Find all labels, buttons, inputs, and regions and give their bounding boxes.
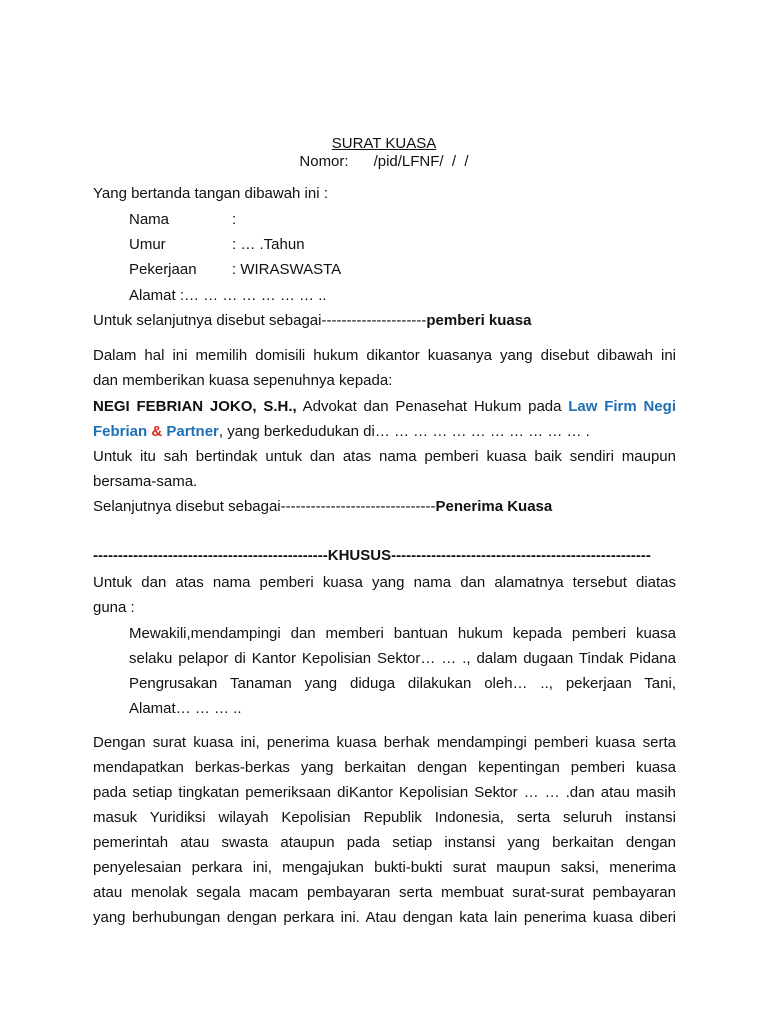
field-pekerjaan-label: Pekerjaan xyxy=(129,261,197,278)
para1-line4 xyxy=(93,420,676,444)
field-nama-value: : xyxy=(232,211,237,228)
para2-indent-line2: selaku pelapor di Kantor Kepolisian Sektor… … ., dalam dugaan Tindak Pidana xyxy=(129,650,676,667)
para2-indent-line3: Pengrusakan Tanaman yang diduga dilakukan oleh… .., pekerjaan Tani, xyxy=(129,675,676,692)
para1-line6: bersama-sama. xyxy=(93,473,198,490)
law-firm-name-part1: Law Firm Negi xyxy=(568,398,676,415)
para3-line3: pada setiap tingkatan pemeriksaan diKantor Kepolisian Sektor … … .dan atau masih xyxy=(93,784,676,801)
para3-line1: Dengan surat kuasa ini, penerima kuasa berhak mendampingi pemberi kuasa serta xyxy=(93,734,676,751)
pemberi-kuasa-term: pemberi kuasa xyxy=(426,312,532,329)
field-nama xyxy=(129,208,676,232)
intro-text: Yang bertanda tangan dibawah ini : xyxy=(93,185,328,202)
document-title: SURAT KUASA xyxy=(331,135,437,152)
para3-line4: masuk Yuridiksi wilayah Kepolisian Republik Indonesia, serta seluruh instansi xyxy=(93,809,676,826)
pemberi-kuasa-line xyxy=(93,309,676,333)
para3-line2: mendapatkan berkas-berkas yang berkaitan dengan kepentingan pemberi kuasa xyxy=(93,759,676,776)
law-firm-name-part2: Febrian xyxy=(93,423,148,440)
para1-line2: dan memberikan kuasa sepenuhnya kepada: xyxy=(93,372,393,389)
field-umur-label: Umur xyxy=(129,236,166,253)
law-firm-name-part3: Partner xyxy=(166,423,219,440)
field-pekerjaan-value: : WIRASWASTA xyxy=(232,261,342,278)
document-number: Nomor: /pid/LFNF/ / / xyxy=(299,153,469,170)
law-firm-location: , yang berkedudukan di… … … … … … … … … … … . xyxy=(218,423,590,440)
law-firm-ampersand: & xyxy=(147,423,167,440)
penerima-kuasa-term: Penerima Kuasa xyxy=(435,498,553,515)
para1-line1: Dalam hal ini memilih domisili hukum dikantor kuasanya yang disebut dibawah ini xyxy=(93,347,676,364)
advokat-text: Advokat dan Penasehat Hukum pada xyxy=(296,398,569,415)
para2-indent-line1: Mewakili,mendampingi dan memberi bantuan hukum kepada pemberi kuasa xyxy=(129,625,676,642)
para3-line7: atau menolak segala macam pembayaran serta membuat surat-surat pembayaran xyxy=(93,884,676,901)
field-pekerjaan xyxy=(129,258,676,282)
penerima-kuasa-text: Selanjutnya disebut sebagai------------------------------- xyxy=(93,498,436,515)
field-umur xyxy=(129,233,676,257)
para1-line3 xyxy=(93,395,676,419)
pemberi-kuasa-text: Untuk selanjutnya disebut sebagai--------------------- xyxy=(93,312,427,329)
advokat-name: NEGI FEBRIAN JOKO, S.H., xyxy=(93,398,297,415)
para2-indent-line4: Alamat… … … .. xyxy=(129,700,242,717)
khusus-separator: -----------------------------------------------KHUSUS---------------------------------------------------- xyxy=(93,547,651,564)
para3-line5: pemerintah atau swasta ataupun pada setiap instansi yang berkaitan dengan xyxy=(93,834,676,851)
para3-line8: yang berhubungan dengan perkara ini. Atau dengan kata lain penerima kuasa diberi xyxy=(93,909,676,926)
para2-line2: guna : xyxy=(93,599,135,616)
para2-line1: Untuk dan atas nama pemberi kuasa yang nama dan alamatnya tersebut diatas xyxy=(93,574,676,591)
para1-line5: Untuk itu sah bertindak untuk dan atas nama pemberi kuasa baik sendiri maupun xyxy=(93,448,676,465)
penerima-kuasa-line xyxy=(93,495,676,519)
field-alamat: Alamat :… … … … … … … .. xyxy=(129,287,327,304)
field-umur-value: : … .Tahun xyxy=(232,236,305,253)
para3-line6: penyelesaian perkara ini, mengajukan bukti-bukti surat maupun saksi, menerima xyxy=(93,859,676,876)
field-nama-label: Nama xyxy=(129,211,170,228)
